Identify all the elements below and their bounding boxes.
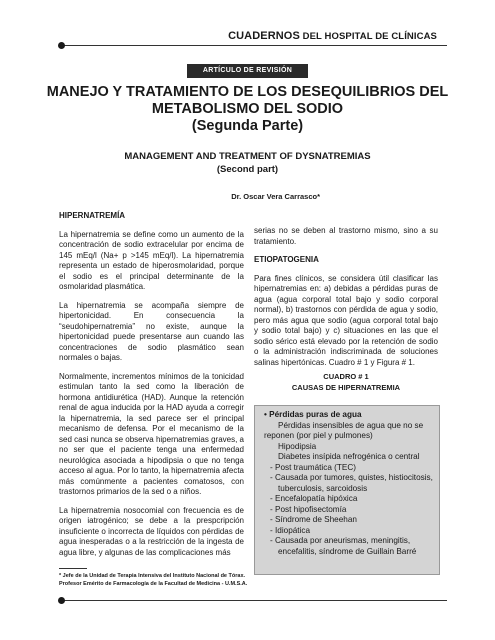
paragraph: Para fines clínicos, se considera útil clasificar las hipernatremias en: a) debidas a pérdidas puras de agua (agua corporal total bajo y sodio corporal normal), b) trastornos con pérdida de agua y sodio, pero más agua que sodio (agua corporal total bajo y sodio total bajo) y c) situaciones en las que el sodio sérico está elevado por la retención de sodio o la administración indiscriminada de soluciones salinas hipertónicas. Cuadro # 1 y Figura # 1. <box>254 273 438 367</box>
footnote <box>59 573 249 588</box>
footnote-line: * Jefe de la Unidad de Terapia Intensiva del Instituto Nacional de Tórax. <box>59 573 246 579</box>
title-line: MANAGEMENT AND TREATMENT OF DYSNATREMIAS <box>124 151 371 162</box>
table-line: - Síndrome de Sheehan <box>270 515 357 524</box>
paragraph: La hipernatremia nosocomial con frecuencia es de origen iatrogénico; se debe a la prespcripción insuficiente o incorrecta de líquidos con pérdidas de agua inesperadas o a la restricción de la ingesta de agua libre, y algunas de las complicaciones más <box>59 505 244 557</box>
table-line: - Causada por tumores, quistes, histiocitosis, tuberculosis, sarcoidosis <box>270 473 433 493</box>
table-line: - Idiopática <box>270 525 311 535</box>
table-line: Diabetes insípida nefrogénica o central <box>278 452 420 461</box>
right-column <box>254 226 438 376</box>
table-line: Hipodipsia <box>278 441 317 451</box>
footnote-line: Profesor Emérito de Farmacología de la Facultad de Medicina - U.M.S.A. <box>59 580 248 587</box>
title-line: MANEJO Y TRATAMIENTO DE LOS DESEQUILIBRIOS DEL <box>46 84 449 100</box>
table-caption: CAUSAS DE HIPERNATREMIA <box>291 383 401 392</box>
title-line: (Second part) <box>216 164 279 175</box>
footer-rule <box>62 600 447 601</box>
table-line: reponen (por piel y pulmones) <box>264 431 373 440</box>
title-line: (Segunda Parte) <box>191 118 304 134</box>
table-line: - Encefalopatía hipóxica <box>270 494 358 503</box>
journal-subtitle: DEL HOSPITAL DE CLÍNICAS <box>299 31 437 42</box>
header-rule-dot <box>58 42 65 49</box>
table-lines <box>264 421 433 558</box>
table-line: - Post hipofisectomía <box>270 504 347 514</box>
table-number: CUADRO # 1 <box>323 372 369 381</box>
paragraph: La hipernatremia se define como un aumento de la concentración de sodio extracelular por encima de 145 mEq/l (Na+ p >145 mEq/l). La hipernatremia representa un estado de hiperosmolaridad, porque el sodio es el principal determinante de la osmolaridad plasmática. <box>59 229 244 291</box>
footer-rule-dot <box>58 597 65 604</box>
paragraph: Normalmente, incrementos mínimos de la tonicidad estimulan tanto la sed como la liberación de hormona antidiurética (HAD). Aunque la retención renal de agua inducida por la HAD ayuda a corregir la hipernatremia, la sed parece ser el principal mecanismo de defensa. Por el mecanismo de la sed casi nunca se observa hipernatremias graves, a no ser que el paciente tenga una enfermedad neurológica asociada a hipodipsia o que no tenga acceso al agua. Por lo tanto, la hipernatremia afecta más comúnmente a pacientes comatosos, con trastornos primarios de la sed o a niños. <box>59 371 244 496</box>
left-column <box>59 211 244 566</box>
article-type-badge: ARTÍCULO DE REVISIÓN <box>187 64 308 78</box>
table-header: • Pérdidas puras de agua <box>264 410 362 419</box>
section-heading: ETIOPATOGENIA <box>254 255 319 264</box>
title-line: METABOLISMO DEL SODIO <box>151 101 344 117</box>
title-english <box>40 150 455 176</box>
paragraph: La hipernatremia se acompaña siempre de hipertonicidad. En consecuencia la “seudohipernatremia” no existe, aunque la hipertonicidad puede presentarse aun cuando las concentraciones de sodio plasmático sean normales o bajas. <box>59 300 244 362</box>
table-line: Pérdidas insensibles de agua que no se <box>278 420 424 430</box>
journal-name: CUADERNOS <box>228 30 300 42</box>
journal-header <box>228 30 437 42</box>
paragraph: serias no se deben al trastorno mismo, sino a su tratamiento. <box>254 226 438 246</box>
section-heading: HIPERNATREMÍA <box>59 211 126 220</box>
footnote-rule <box>59 568 87 569</box>
causes-table <box>254 405 440 575</box>
table-line: - Causada por aneurismas, meningitis, encefalitis, síndrome de Guillain Barré <box>270 536 417 556</box>
title-spanish <box>40 84 455 135</box>
header-rule <box>62 45 447 46</box>
author: Dr. Oscar Vera Carrasco* <box>231 192 320 201</box>
table-line: - Post traumática (TEC) <box>270 462 356 472</box>
